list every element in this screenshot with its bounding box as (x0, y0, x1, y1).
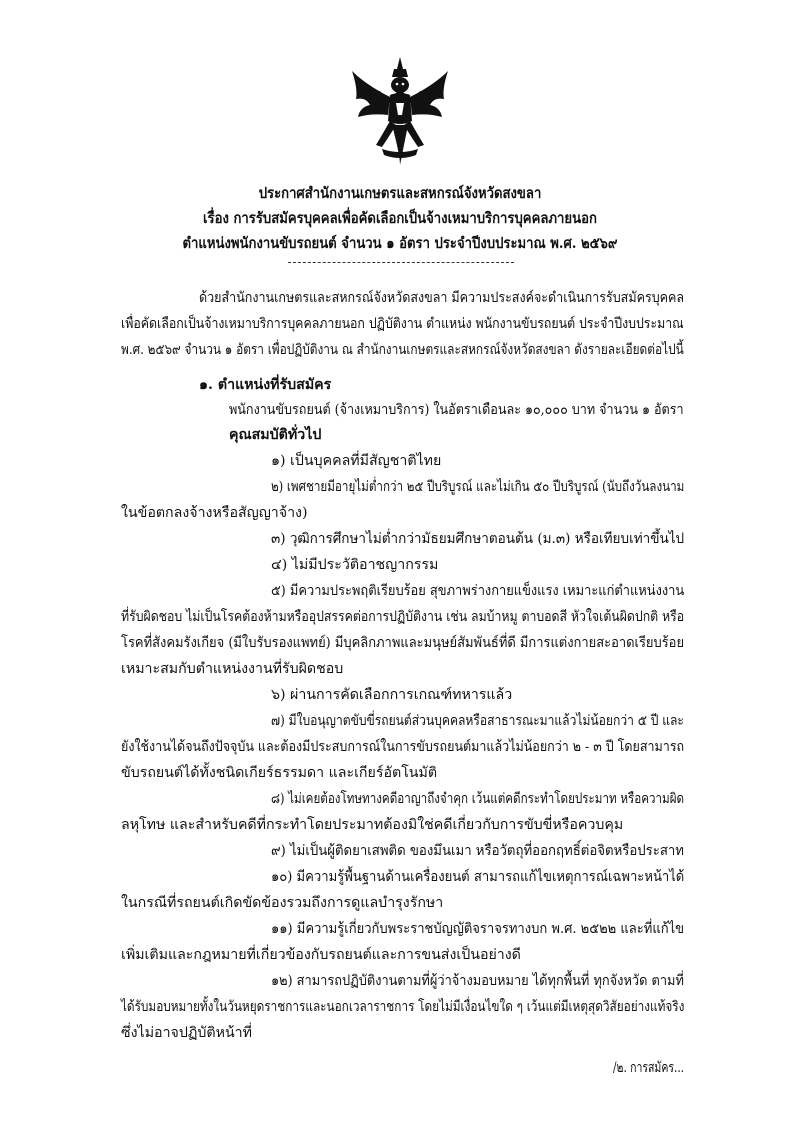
qualification-item: ๙) ไม่เป็นผู้ติดยาเสพติด ของมึนเมา หรือวัตถุที่ออกฤทธิ์ต่อจิตหรือประสาท (271, 843, 684, 859)
intro-line: พ.ศ. ๒๕๖๙ จำนวน ๑ อัตรา เพื่อปฏิบัติงาน ณ สำนักงานเกษตรและสหกรณ์จังหวัดสงขลา ดังรายละเอียดต่อไปนี้ (121, 342, 684, 358)
qualification-item: ๑๒) สามารถปฏิบัติงานตามที่ผู้ว่าจ้างมอบหมาย ได้ทุกพื้นที่ ทุกจังหวัด ตามที่ (271, 973, 684, 989)
section-1-title: ๑. ตำแหน่งที่รับสมัคร (199, 377, 332, 393)
qualification-continuation: ในกรณีที่รถยนต์เกิดขัดข้องรวมถึงการดูแลบำรุงรักษา (121, 895, 444, 911)
qualification-item: ๕) มีความประพฤติเรียบร้อย สุขภาพร่างกายแข็งแรง เหมาะแก่ตำแหน่งงาน (271, 583, 685, 599)
qualification-item: ๑๑) มีความรู้เกี่ยวกับพระราชบัญญัติจราจรทางบก พ.ศ. ๒๕๒๒ และที่แก้ไข (271, 921, 685, 937)
intro-line: เพื่อคัดเลือกเป็นจ้างเหมาบริการบุคคลภายนอก ปฏิบัติงาน ตำแหน่ง พนักงานขับรถยนต์ ประจำปีงบประมาณ (121, 316, 684, 332)
qualification-item: ๑) เป็นบุคคลที่มีสัญชาติไทย (271, 453, 442, 469)
announcement-subject: เรื่อง การรับสมัครบุคคลเพื่อคัดเลือกเป็นจ้างเหมาบริการบุคคลภายนอก (203, 209, 597, 227)
qualification-continuation: ขับรถยนต์ได้ทั้งชนิดเกียร์ธรรมดา และเกียร์อัตโนมัติ (121, 765, 438, 781)
position-detail: พนักงานขับรถยนต์ (จ้างเหมาบริการ) ในอัตราเดือนละ ๑๐,๐๐๐ บาท จำนวน ๑ อัตรา (229, 402, 684, 418)
qualification-continuation: ลหุโทษ และสำหรับคดีที่กระทำโดยประมาทต้องมิใช่คดีเกี่ยวกับการขับขี่หรือควบคุม (121, 817, 624, 833)
qualification-continuation: ซึ่งไม่อาจปฏิบัติหน้าที่ (121, 1025, 252, 1041)
qualification-item: ๓) วุฒิการศึกษาไม่ต่ำกว่ามัธยมศึกษาตอนต้น (ม.๓) หรือเทียบเท่าขึ้นไป (271, 531, 685, 547)
general-qualifications-title: คุณสมบัติทั่วไป (229, 427, 322, 443)
intro-line: ด้วยสำนักงานเกษตรและสหกรณ์จังหวัดสงขลา มีความประสงค์จะดำเนินการรับสมัครบุคคล (199, 290, 685, 306)
qualification-continuation: ยังใช้งานได้จนถึงปัจจุบัน และต้องมีประสบการณ์ในการขับรถยนต์มาแล้วไม่น้อยกว่า ๒ - ๓ ปี โดยสามารถ (121, 739, 685, 755)
qualification-item: ๗) มีใบอนุญาตขับขี่รถยนต์ส่วนบุคคลหรือสาธารณะมาแล้วไม่น้อยกว่า ๕ ปี และ (271, 713, 684, 729)
garuda-emblem-icon (346, 55, 454, 167)
qualification-item: ๘) ไม่เคยต้องโทษทางคดีอาญาถึงจำคุก เว้นแต่คดีกระทำโดยประมาท หรือความผิด (271, 791, 685, 807)
qualification-item: ๔) ไม่มีประวัติอาชญากรรม (271, 557, 439, 573)
announcement-position-line: ตำแหน่งพนักงานขับรถยนต์ จำนวน ๑ อัตรา ประจำปีงบประมาณ พ.ศ. ๒๕๖๙ (182, 234, 618, 252)
qualification-continuation: เหมาะสมกับตำแหน่งงานที่รับผิดชอบ (121, 661, 344, 677)
qualification-item: ๑๐) มีความรู้พื้นฐานด้านเครื่องยนต์ สามารถแก้ไขเหตุการณ์เฉพาะหน้าได้ (271, 869, 685, 885)
qualification-continuation: ในข้อตกลงจ้างหรือสัญญาจ้าง) (121, 505, 308, 521)
qualification-continuation: โรคที่สังคมรังเกียจ (มีใบรับรองแพทย์) มีบุคลิกภาพและมนุษย์สัมพันธ์ที่ดี มีการแต่งกายสะอาดเรียบร้อย (121, 635, 685, 651)
qualification-continuation: ได้รับมอบหมายทั้งในวันหยุดราชการและนอกเวลาราชการ โดยไม่มีเงื่อนไขใด ๆ เว้นแต่มีเหตุสุดวิสัยอย่างแท้จริง (121, 999, 685, 1015)
qualification-continuation: เพิ่มเติมและกฎหมายที่เกี่ยวข้องกับรถยนต์และการขนส่งเป็นอย่างดี (121, 947, 521, 963)
header-divider (288, 262, 514, 263)
next-page-marker: /๒. การสมัคร... (613, 1060, 684, 1076)
qualification-item: ๒) เพศชายมีอายุไม่ต่ำกว่า ๒๕ ปีบริบูรณ์ และไม่เกิน ๕๐ ปีบริบูรณ์ (นับถึงวันลงนาม (271, 479, 685, 495)
qualification-item: ๖) ผ่านการคัดเลือกการเกณฑ์ทหารแล้ว (271, 687, 513, 703)
announcement-title: ประกาศสำนักงานเกษตรและสหกรณ์จังหวัดสงขลา (258, 184, 542, 202)
qualification-continuation: ที่รับผิดชอบ ไม่เป็นโรคต้องห้ามหรืออุปสรรคต่อการปฏิบัติงาน เช่น ลมบ้าหมู ตาบอดสี หัวใจเต้นผิดปกติ หรือ (121, 609, 685, 625)
